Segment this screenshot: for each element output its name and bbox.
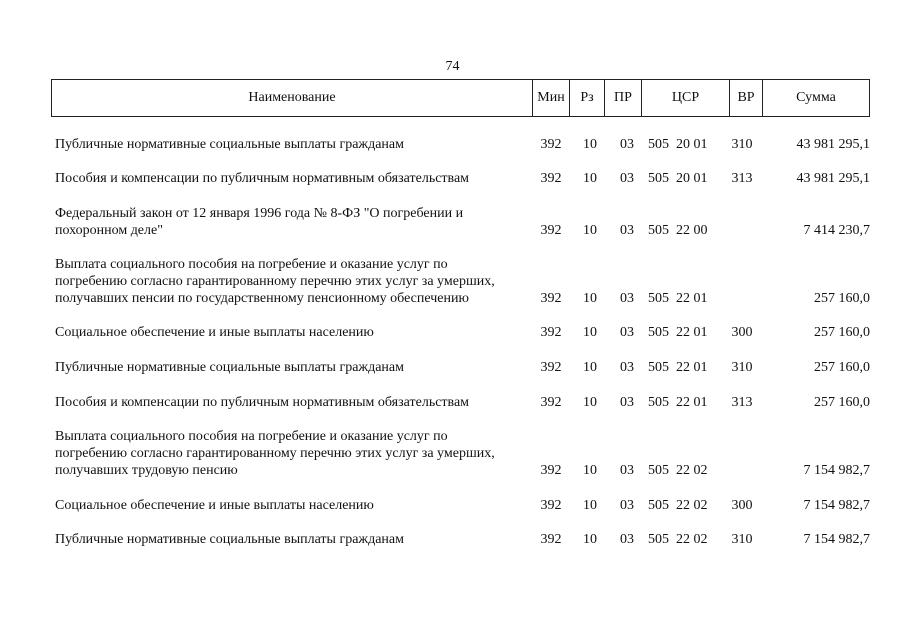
row-min: 392 xyxy=(540,498,562,513)
row-vr: 310 xyxy=(731,360,753,375)
row-sum: 257 160,0 xyxy=(814,325,870,340)
row-sum: 43 981 295,1 xyxy=(796,171,870,186)
row-csr: 505 22 02 xyxy=(648,463,708,478)
row-csr: 505 22 01 xyxy=(648,360,708,375)
row-name: Федеральный закон от 12 января 1996 года № 8-ФЗ "О погребении и похоронном деле" xyxy=(55,206,464,238)
row-sum: 43 981 295,1 xyxy=(796,137,870,152)
row-sum: 7 154 982,7 xyxy=(803,498,870,513)
row-csr: 505 22 00 xyxy=(648,223,708,238)
table-header xyxy=(51,79,870,117)
row-name: Выплата социального пособия на погребение и оказание услуг по погребению согласно гарантированному перечню этих услуг за умерших, получавших трудовую пенсию xyxy=(55,429,495,478)
row-name: Социальное обеспечение и иные выплаты населению xyxy=(55,325,374,340)
row-vr: 300 xyxy=(731,498,753,513)
row-rz: 10 xyxy=(583,360,597,375)
row-pr: 03 xyxy=(620,137,634,152)
row-csr: 505 22 01 xyxy=(648,325,708,340)
row-min: 392 xyxy=(540,395,562,410)
row-rz: 10 xyxy=(583,291,597,306)
header-csr: ЦСР xyxy=(642,80,730,116)
row-name: Публичные нормативные социальные выплаты гражданам xyxy=(55,532,404,547)
row-rz: 10 xyxy=(583,532,597,547)
header-pr: ПР xyxy=(605,80,642,116)
row-pr: 03 xyxy=(620,171,634,186)
row-csr: 505 22 02 xyxy=(648,498,708,513)
header-vr: ВР xyxy=(730,80,763,116)
row-rz: 10 xyxy=(583,171,597,186)
row-name: Пособия и компенсации по публичным нормативным обязательствам xyxy=(55,171,470,186)
row-sum: 7 154 982,7 xyxy=(803,532,870,547)
row-name: Публичные нормативные социальные выплаты гражданам xyxy=(55,137,404,152)
row-min: 392 xyxy=(540,325,562,340)
row-min: 392 xyxy=(540,291,562,306)
row-sum: 257 160,0 xyxy=(814,360,870,375)
row-csr: 505 22 01 xyxy=(648,395,708,410)
row-min: 392 xyxy=(540,463,562,478)
row-name: Социальное обеспечение и иные выплаты населению xyxy=(55,498,374,513)
row-rz: 10 xyxy=(583,223,597,238)
row-vr: 300 xyxy=(731,325,753,340)
header-rz: Рз xyxy=(570,80,605,116)
row-pr: 03 xyxy=(620,291,634,306)
row-min: 392 xyxy=(540,171,562,186)
row-sum: 257 160,0 xyxy=(814,291,870,306)
row-pr: 03 xyxy=(620,360,634,375)
row-pr: 03 xyxy=(620,463,634,478)
row-min: 392 xyxy=(540,137,562,152)
row-min: 392 xyxy=(540,532,562,547)
row-sum: 257 160,0 xyxy=(814,395,870,410)
row-name: Выплата социального пособия на погребение и оказание услуг по погребению согласно гарантированному перечню этих услуг за умерших, получавших пенсии по государственному пенсионному обеспечению xyxy=(55,257,495,306)
row-vr: 313 xyxy=(731,395,753,410)
row-sum: 7 154 982,7 xyxy=(803,463,870,478)
header-sum: Сумма xyxy=(796,90,836,105)
row-pr: 03 xyxy=(620,532,634,547)
row-rz: 10 xyxy=(583,325,597,340)
row-rz: 10 xyxy=(583,395,597,410)
row-sum: 7 414 230,7 xyxy=(803,223,870,238)
row-rz: 10 xyxy=(583,137,597,152)
row-name: Публичные нормативные социальные выплаты гражданам xyxy=(55,360,404,375)
row-csr: 505 22 02 xyxy=(648,532,708,547)
row-vr: 313 xyxy=(731,171,753,186)
row-min: 392 xyxy=(540,360,562,375)
page-number: 74 xyxy=(445,59,460,74)
row-csr: 505 22 01 xyxy=(648,291,708,306)
row-vr: 310 xyxy=(731,137,753,152)
row-pr: 03 xyxy=(620,325,634,340)
row-pr: 03 xyxy=(620,223,634,238)
row-min: 392 xyxy=(540,223,562,238)
row-rz: 10 xyxy=(583,498,597,513)
row-pr: 03 xyxy=(620,498,634,513)
header-min: Мин xyxy=(533,80,570,116)
header-name: Наименование xyxy=(52,80,533,116)
row-rz: 10 xyxy=(583,463,597,478)
row-csr: 505 20 01 xyxy=(648,137,708,152)
row-pr: 03 xyxy=(620,395,634,410)
row-vr: 310 xyxy=(731,532,753,547)
row-name: Пособия и компенсации по публичным нормативным обязательствам xyxy=(55,395,470,410)
row-csr: 505 20 01 xyxy=(648,171,708,186)
